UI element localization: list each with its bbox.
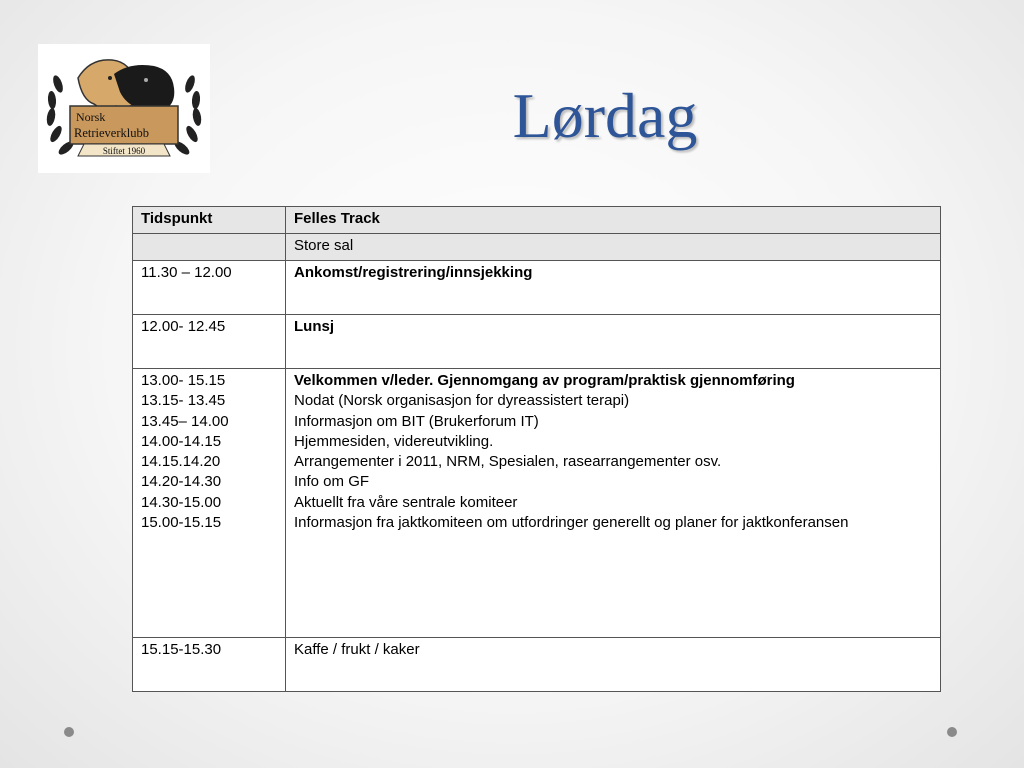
block-items [286, 369, 941, 638]
block-item: Arrangementer i 2011, NRM, Spesialen, rasearrangementer osv. [294, 453, 722, 471]
block-times [133, 369, 286, 638]
row-title: Kaffe / frukt / kaker [286, 638, 941, 692]
logo-name-line2: Retrieverklubb [74, 126, 149, 140]
table-row [133, 261, 941, 315]
row-time: 15.15-15.30 [133, 638, 286, 692]
block-item: Informasjon om BIT (Brukerforum IT) [294, 412, 539, 430]
row-time: 12.00- 12.45 [133, 315, 286, 369]
row-title: Lunsj [286, 315, 941, 369]
block-time: 15.00-15.15 [141, 514, 222, 532]
block-item: Hjemmesiden, videreutvikling. [294, 432, 494, 450]
table-row [133, 638, 941, 692]
slide-decoration-dot-left [64, 727, 74, 737]
schedule-table [132, 206, 941, 692]
block-time: 14.20-14.30 [141, 473, 222, 491]
block-item: Aktuellt fra våre sentrale komiteer [294, 493, 518, 511]
slide-decoration-dot-right [947, 727, 957, 737]
slide-title: Lørdag [512, 80, 698, 151]
table-header-row [133, 207, 941, 234]
row-time: 11.30 – 12.00 [133, 261, 286, 315]
block-time: 13.00- 15.15 [141, 372, 226, 389]
location-time [133, 234, 286, 261]
block-item: Informasjon fra jaktkomiteen om utfordringer generellt og planer for jaktkonferansen [294, 514, 849, 532]
club-logo [38, 44, 210, 173]
location-name: Store sal [286, 234, 941, 261]
block-time: 13.45– 14.00 [141, 412, 229, 430]
header-time: Tidspunkt [133, 207, 286, 234]
block-title: Velkommen v/leder. Gjennomgang av program/praktisk gjennomføring [294, 372, 795, 389]
table-row [133, 315, 941, 369]
logo-name-line1: Norsk [76, 110, 106, 124]
header-track: Felles Track [286, 207, 941, 234]
location-row [133, 234, 941, 261]
block-time: 13.15- 13.45 [141, 392, 226, 410]
row-title: Ankomst/registrering/innsjekking [286, 261, 941, 315]
block-time: 14.00-14.15 [141, 432, 222, 450]
logo-established: Stiftet 1960 [102, 146, 146, 156]
block-time: 14.30-15.00 [141, 493, 222, 511]
table-row [133, 369, 941, 638]
block-time: 14.15.14.20 [141, 453, 221, 471]
block-item: Info om GF [294, 473, 370, 491]
block-item: Nodat (Norsk organisasjon for dyreassistert terapi) [294, 392, 630, 410]
